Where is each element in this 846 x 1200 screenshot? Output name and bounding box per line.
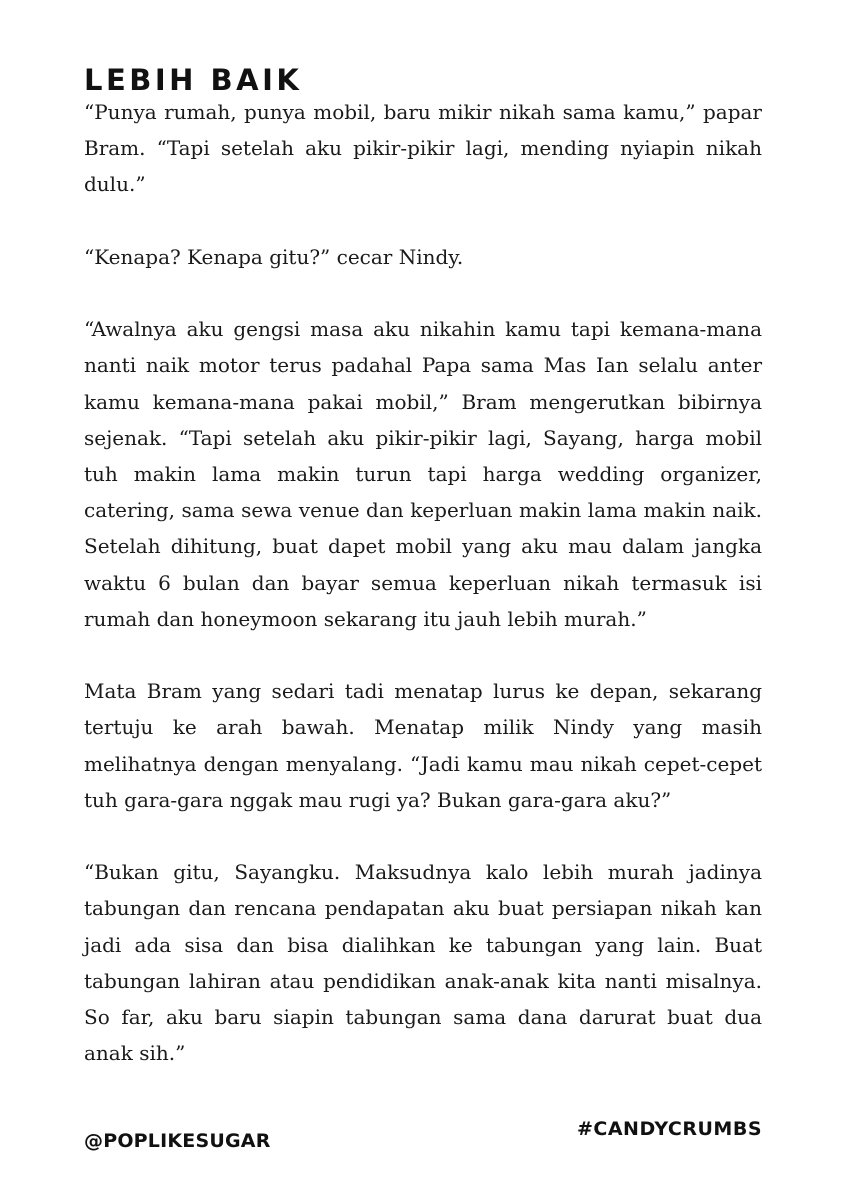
social-handle: @POPLIKESUGAR bbox=[84, 1130, 271, 1152]
hashtag-label: #CANDYCRUMBS bbox=[576, 1118, 762, 1140]
story-body bbox=[84, 94, 762, 1071]
page-title: LEBIH BAIK bbox=[84, 63, 303, 97]
paragraph: “Awalnya aku gengsi masa aku nikahin kamu tapi kemana-mana nanti naik motor terus padahal Papa sama Mas Ian selalu anter kamu kemana-mana pakai mobil,” Bram mengerutkan bibirnya sejenak. “Tapi setelah aku pikir-pikir lagi, Sayang, harga mobil tuh makin lama makin turun tapi harga wedding organizer, catering, sama sewa venue dan keperluan makin lama makin naik. Setelah dihitung, buat dapet mobil yang aku mau dalam jangka waktu 6 bulan dan bayar semua keperluan nikah termasuk isi rumah dan honeymoon sekarang itu jauh lebih murah.” bbox=[84, 317, 762, 631]
paragraph: “Punya rumah, punya mobil, baru mikir nikah sama kamu,” papar Bram. “Tapi setelah aku pikir-pikir lagi, mending nyiapin nikah dulu.” bbox=[84, 100, 762, 197]
paragraph: Mata Bram yang sedari tadi menatap lurus ke depan, sekarang tertuju ke arah bawah. Menatap milik Nindy yang masih melihatnya dengan menyalang. “Jadi kamu mau nikah cepet-cepet tuh gara-gara nggak mau rugi ya? Bukan gara-gara aku?” bbox=[84, 679, 762, 812]
paragraph: “Kenapa? Kenapa gitu?” cecar Nindy. bbox=[84, 244, 464, 269]
paragraph: “Bukan gitu, Sayangku. Maksudnya kalo lebih murah jadinya tabungan dan rencana pendapatan aku buat persiapan nikah kan jadi ada sisa dan bisa dialihkan ke tabungan yang lain. Buat tabungan lahiran atau pendidikan anak-anak kita nanti misalnya. So far, aku baru siapin tabungan sama dana darurat buat dua anak sih.” bbox=[84, 860, 762, 1066]
